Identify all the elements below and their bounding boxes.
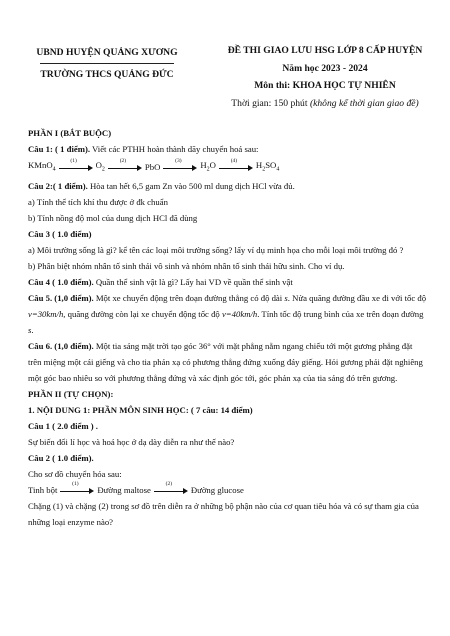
q5-head: Câu 5. (1,0 điểm). bbox=[28, 292, 94, 303]
digestion-arrow-2: (2) bbox=[154, 485, 188, 495]
q6-text: Một tia sáng mặt trời tạo góc 36° với mặt phẳng nằm ngang chiếu tới một gương phẳng đặt trên miệng một cái giếng và cho tia phản xạ có phương thẳng đứng xuống đáy giếng. Hỏi gương phải đặt nghiêng một góc bao nhiêu so với phương thẳng đứng và xác định góc tới, góc phản xạ của tia sáng đó trên gương. bbox=[28, 340, 423, 383]
q4-text: Quần thể sinh vật là gì? Lấy hai VD về quần thể sinh vật bbox=[93, 276, 293, 287]
exam-subject: Môn thi: KHOA HỌC TỰ NHIÊN bbox=[254, 80, 396, 91]
chain-o2: $O_2$ bbox=[95, 160, 105, 173]
chain-kmno4: KMnO$_4$ bbox=[28, 160, 56, 173]
q2-part-a: a) Tính thể tích khí thu được ở đk chuẩn bbox=[28, 196, 168, 207]
q1-text: Viết các PTHH hoàn thành dãy chuyển hoá sau: bbox=[90, 144, 259, 154]
school-name: TRƯỜNG THCS QUẢNG ĐỨC bbox=[40, 63, 173, 85]
q1-head: Câu 1: ( 1 điểm). bbox=[28, 144, 91, 154]
content1-title: 1. NỘI DUNG 1: PHẦN MÔN SINH HỌC: ( 7 câu: 14 điểm) bbox=[28, 404, 253, 415]
exam-body bbox=[28, 125, 428, 530]
q3-part-a: a) Môi trường sống là gì? kể tên các loại môi trường sống? lấy ví dụ minh họa cho mỗi loại môi trường đó ? bbox=[28, 244, 404, 255]
time-label: Thời gian: 150 phút bbox=[231, 97, 308, 109]
part2-title: PHẦN II (TỰ CHỌN): bbox=[28, 388, 114, 399]
question-6 bbox=[28, 338, 428, 386]
question-1 bbox=[28, 141, 428, 157]
chain-glucose: Đường glucose bbox=[190, 484, 244, 495]
question-5: Câu 5. (1,0 điểm). Một xe chuyển động trên đoạn đường thẳng có độ dài s. Nửa quãng đường đầu xe đi với tốc độ v=30km/h, quãng đường còn lại xe chuyển động tốc độ v=40km/h. Tính tốc độ trung bình của xe trên đoạn đường s. bbox=[28, 292, 427, 335]
chain-starch: Tinh bột bbox=[28, 484, 58, 495]
chain-maltose: Đường maltose bbox=[97, 484, 151, 495]
header-left bbox=[22, 42, 192, 85]
p2-q2-text: Chặng (1) và chặng (2) trong sơ đồ trên diễn ra ở những bộ phận nào của cơ quan tiêu hóa và có sự tham gia của những loại enzyme nào? bbox=[28, 500, 419, 527]
district-name: UBND HUYỆN QUẢNG XƯƠNG bbox=[36, 47, 178, 58]
question-2 bbox=[28, 178, 428, 194]
exam-title: ĐỀ THI GIAO LƯU HSG LỚP 8 CẤP HUYỆN bbox=[227, 45, 423, 56]
q2-head: Câu 2:( 1 điểm). bbox=[28, 180, 88, 191]
q6-head: Câu 6. (1,0 điểm). bbox=[28, 340, 94, 351]
header-right bbox=[210, 42, 440, 112]
p2-q1-text: Sự biến đổi lí học và hoá học ở dạ dày diễn ra như thế nào? bbox=[28, 436, 235, 447]
p2-q2-intro: Cho sơ đồ chuyển hóa sau: bbox=[28, 468, 122, 479]
part1-title: PHẦN I (BẮT BUỘC) bbox=[28, 128, 112, 138]
chain-arrow-2: (2) bbox=[108, 162, 142, 172]
q3-head: Câu 3 ( 1.0 điểm) bbox=[28, 228, 92, 239]
q2-part-b: b) Tính nồng độ mol của dung dịch HCl đã dùng bbox=[28, 212, 198, 223]
q3-part-b: b) Phân biệt nhóm nhân tố sinh thái vô sinh và nhóm nhân tố sinh thái hữu sinh. Cho ví dụ. bbox=[28, 260, 345, 271]
chain-h2o: $H_2O$ bbox=[200, 160, 216, 173]
q2-text: Hòa tan hết 6,5 gam Zn vào 500 ml dung dịch HCl vừa đủ. bbox=[87, 180, 295, 191]
chain-arrow-1: (1) bbox=[59, 162, 93, 172]
chain-pbo: PbO bbox=[144, 162, 161, 173]
p2-q2-head: Câu 2 ( 1.0 điểm). bbox=[28, 452, 94, 463]
digestion-arrow-1: (1) bbox=[60, 485, 94, 495]
school-year: Năm học 2023 - 2024 bbox=[282, 62, 368, 74]
chain-arrow-3: (3) bbox=[163, 162, 197, 172]
time-note: (không kể thời gian giao đề) bbox=[309, 97, 419, 109]
q4-head: Câu 4 ( 1.0 điểm). bbox=[28, 276, 94, 287]
chain-h2so4: $H_2SO_4$ bbox=[255, 160, 280, 173]
chain-arrow-4: (4) bbox=[219, 162, 253, 172]
digestion-chain bbox=[28, 482, 428, 498]
question-4 bbox=[28, 274, 428, 290]
exam-time bbox=[210, 95, 440, 113]
reaction-chain bbox=[28, 157, 428, 178]
p2-q1-head: Câu 1 ( 2.0 điểm ) . bbox=[28, 420, 98, 431]
